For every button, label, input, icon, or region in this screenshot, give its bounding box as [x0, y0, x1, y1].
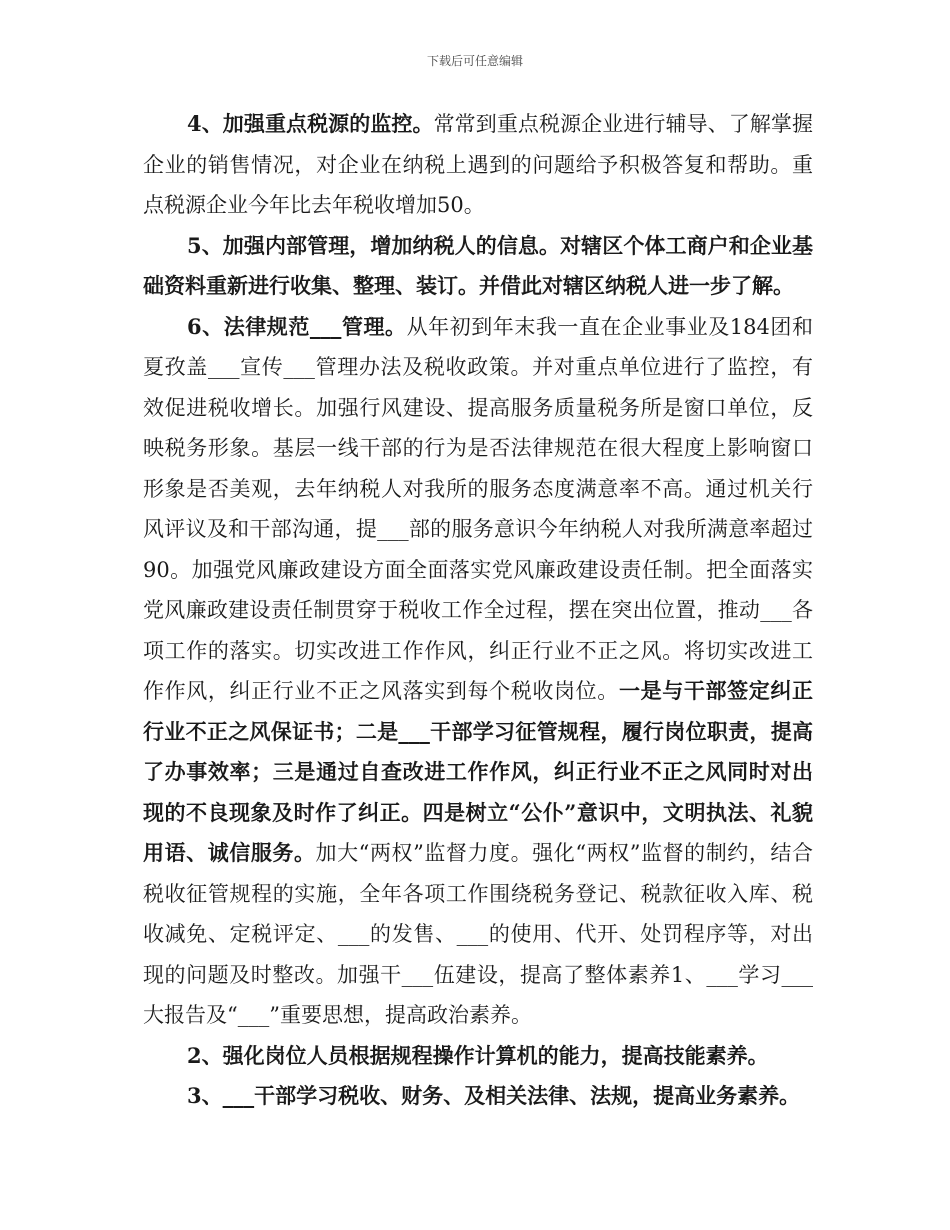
paragraph-4	[143, 104, 813, 226]
paragraph-6-text-1: 从年初到年末我一直在企业事业及184团和夏孜盖___宣传___管理办法及税收政策。并对重点单位进行了监控，有效促进税收增长。加强行风建设、提高服务质量税务所是窗口单位，反映税务形象。基层一线干部的行为是否法律规范在很大程度上影响窗口形象是否美观，去年纳税人对我所的服务态度满意率不高。通过机关行风评议及和干部沟通，提___部的服务意识今年纳税人对我所满意率超过90。加强党风廉政建设方面全面落实党风廉政建设责任制。把全面落实党风廉政建设责任制贯穿于税收工作全过程，摆在突出位置，推动___各项工作的落实。切实改进工作作风，纠正行业不正之风。将切实改进工作作风，纠正行业不正之风落实到每个税收岗位。	[143, 314, 813, 703]
paragraph-6	[143, 307, 813, 1036]
paragraph-5-heading: 5、加强内部管理，增加纳税人的信息。对辖区个体工商户和企业基础资料重新进行收集、整理、装订。并借此对辖区纳税人进一步了解。	[143, 232, 813, 298]
paragraph-7	[143, 1036, 813, 1077]
paragraph-7-heading: 2、强化岗位人员根据规程操作计算机的能力，提高技能素养。	[187, 1042, 769, 1068]
document-body	[143, 104, 813, 1117]
paragraph-4-text: 常常到重点税源企业进行辅导、了解掌握企业的销售情况，对企业在纳税上遇到的问题给予积极答复和帮助。重点税源企业今年比去年税收增加50。	[143, 112, 813, 217]
paragraph-8-heading: 3、___干部学习税收、财务、及相关法律、法规，提高业务素养。	[187, 1083, 801, 1108]
paragraph-6-bold-list: 一是与干部签定纠正行业不正之风保证书；二是___干部学习征管规程，履行岗位职责，提高了办事效率；三是通过自查改进工作作风，纠正行业不正之风同时对出现的不良现象及时作了纠正。四是树立“公仆”意识中，文明执法、礼貌用语、诚信服务。	[143, 678, 814, 865]
paragraph-6-text-2: 加大“两权”监督力度。强化“两权”监督的制约，结合税收征管规程的实施，全年各项工作围绕税务登记、税款征收入库、税收减免、定税评定、___的发售、___的使用、代开、处罚程序等，对出现的问题及时整改。加强干___伍建设，提高了整体素养1、___学习___大报告及“___”重要思想，提高政治素养。	[143, 841, 813, 1027]
paragraph-6-heading: 6、法律规范___管理。	[187, 313, 407, 339]
paragraph-5	[143, 226, 813, 307]
paragraph-4-heading: 4、加强重点税源的监控。	[187, 111, 434, 136]
paragraph-8	[143, 1076, 813, 1117]
page-header: 下载后可任意编辑	[426, 54, 523, 68]
